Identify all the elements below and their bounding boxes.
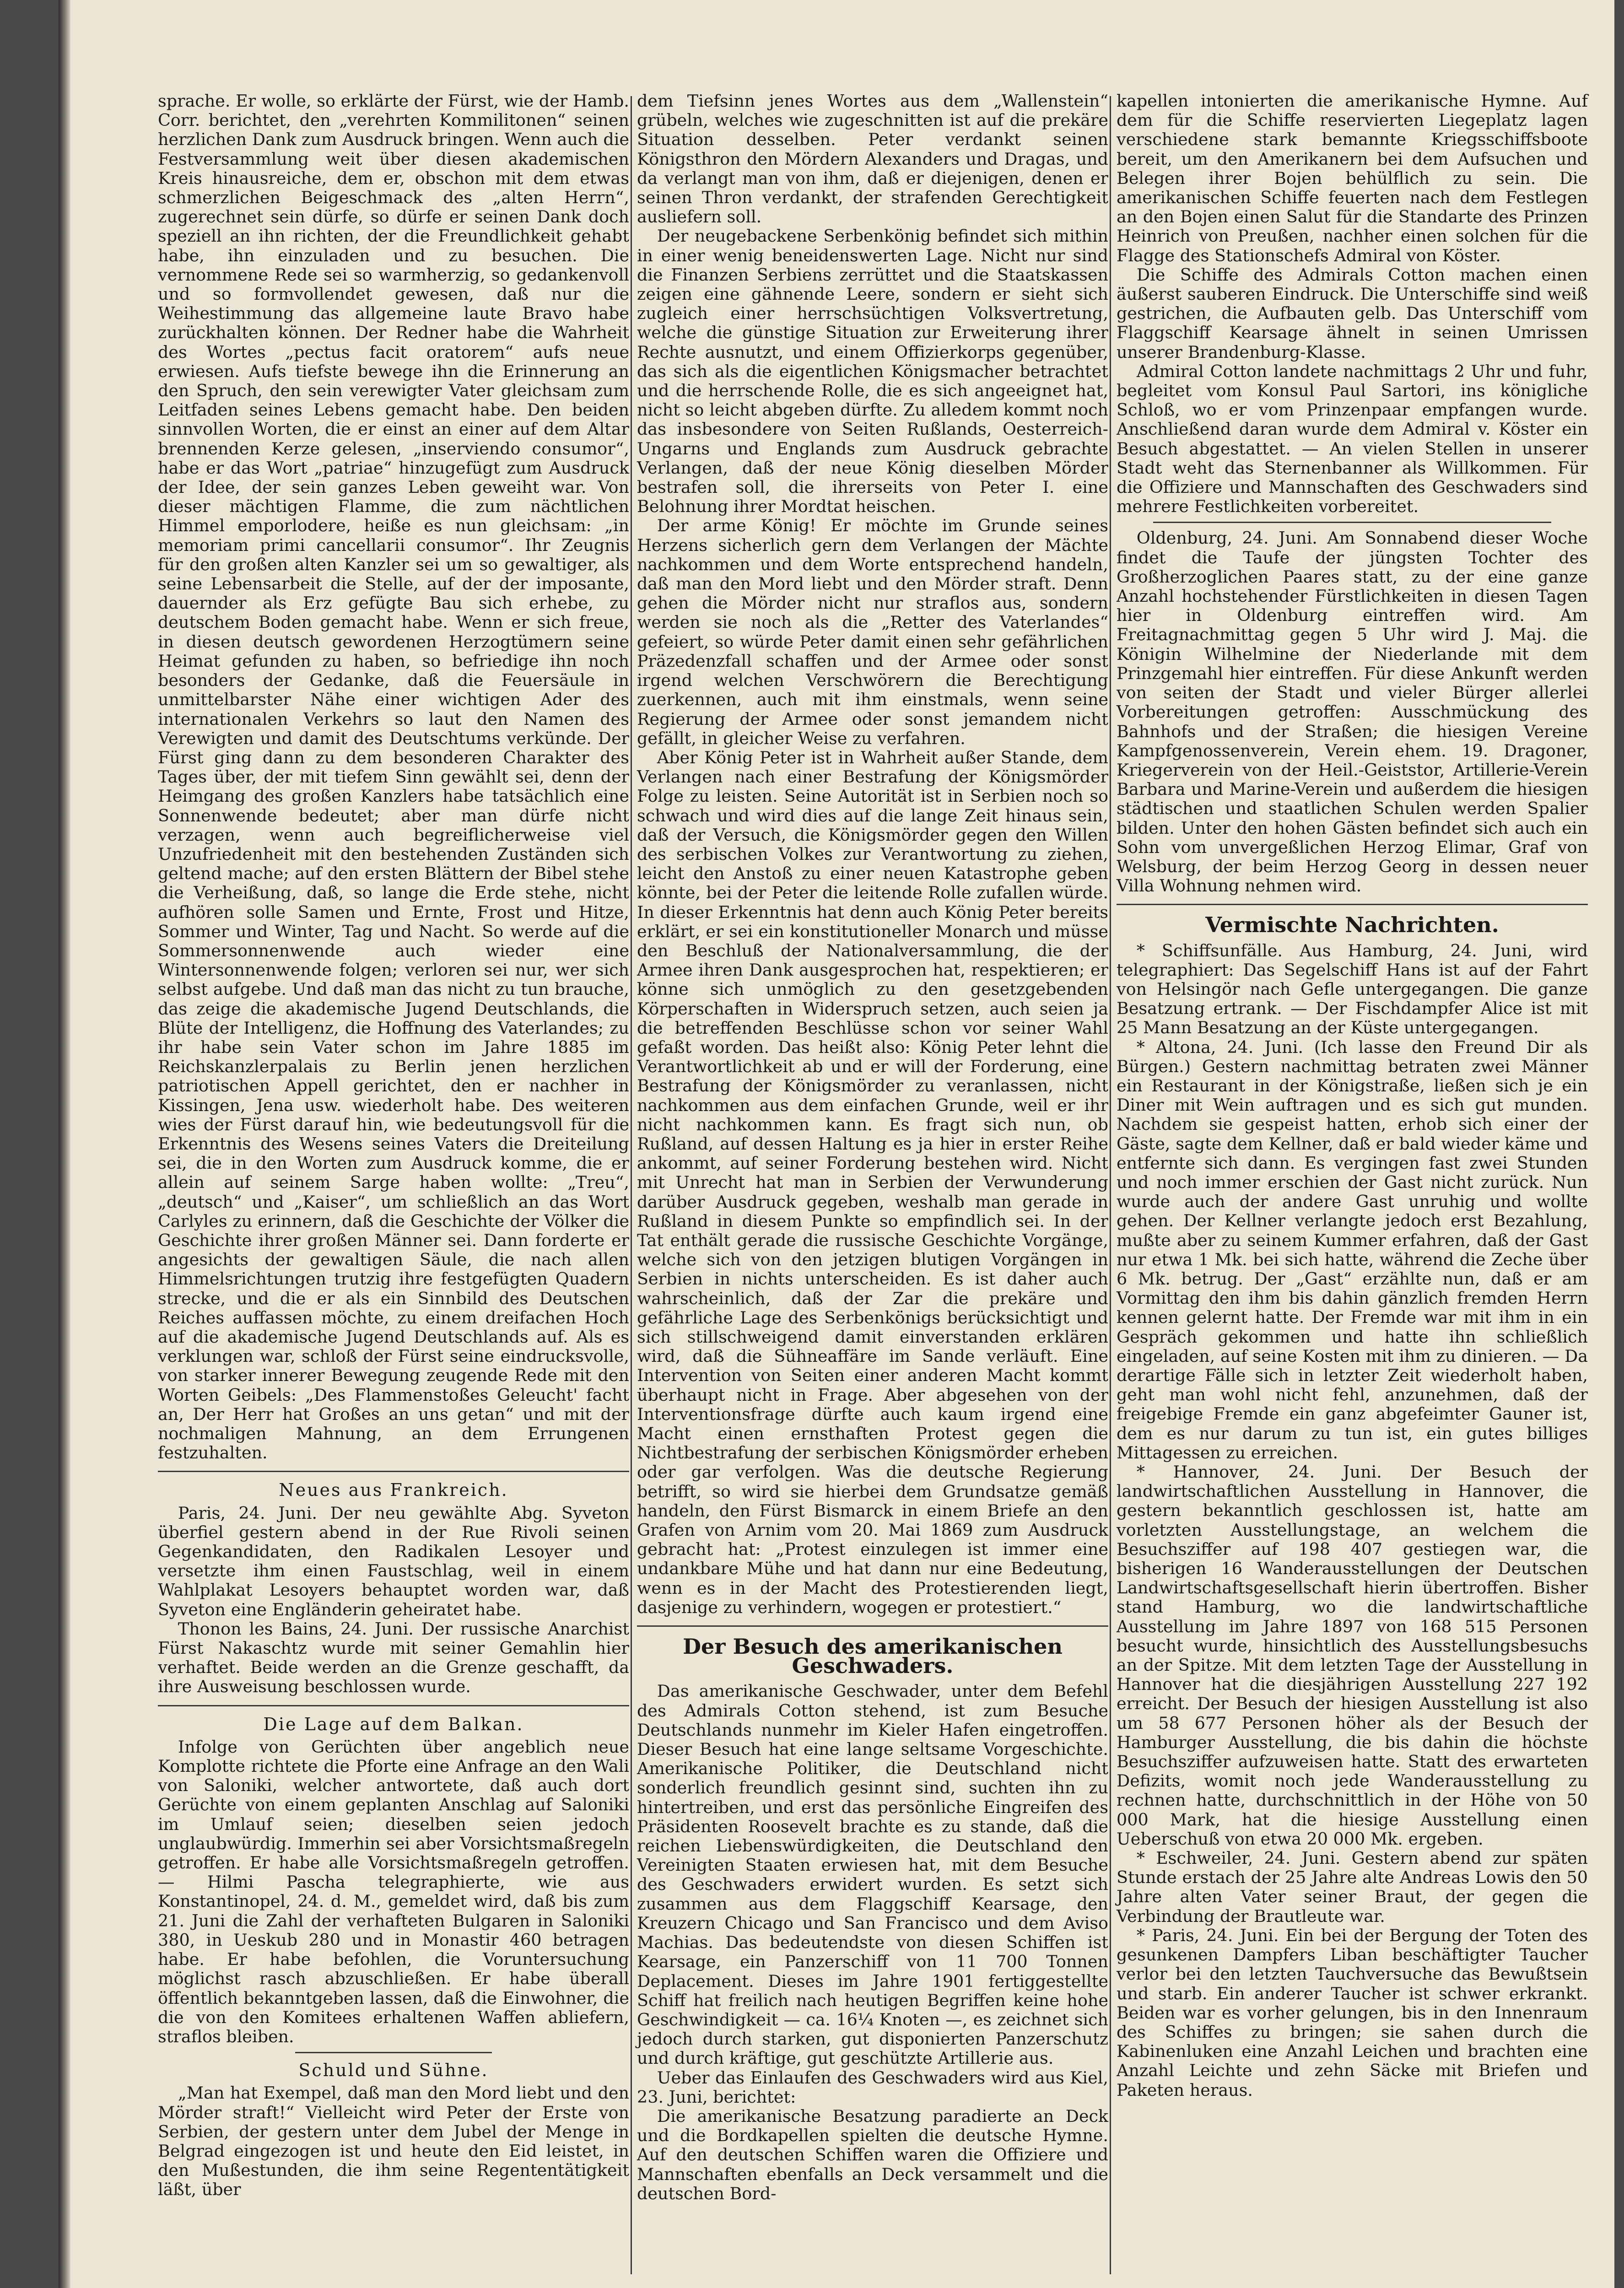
article-text: Das amerikanische Geschwader, unter dem Befehl des Admirals Cotton stehend, ist zum Besuche Deutschlands nunmehr im Kieler Hafen eingetroffen. Dieser Besuch hat eine lange seltsame Vorgeschichte. Amerikanische Politiker, die Deutschland nicht sonderlich freundlich gesinnt sind, suchten ihn zu hintertreiben, und erst das persönliche Eingreifen des Präsidenten Roosevelt brachte es zu stande, daß die reichen Liebenswürdigkeiten, die Deutschland den Vereinigten Staaten erwiesen hat, mit dem Besuche des Geschwaders erwidert wurden. Es setzt sich zusammen aus dem Flaggschiff Kearsage, den Kreuzern Chicago und San Francisco und dem Aviso Machias. Das bedeutendste von diesen Schiffen ist Kearsage, ein Panzerschiff von 11 700 Tonnen Deplacement. Dieses im Jahre 1901 fertiggestellte Schiff hat freilich nach heutigen Begriffen keine hohe Geschwindigkeit — ca. 16¼ Knoten —, es zeichnet sich jedoch durch starken, gut disponierten Panzerschutz und durch kräftige, gut geschützte Artillerie aus. [637,1681,1108,2068]
column-3 [1117,92,1588,2100]
news-item: Paris, 24. Juni. Der neu gewählte Abg. Syveton überfiel gestern abend in der Rue Rivoli seinen Gegenkandidaten, den Radikalen Lesoyer und versetzte ihm einen Faustschlag, weil in einem Wahlplakat Lesoyers behauptet worden war, daß Syveton eine Engländerin geheiratet habe. [158,1503,629,1619]
section-heading: Die Lage auf dem Balkan. [263,1714,524,1734]
news-item: * Eschweiler, 24. Juni. Gestern abend zur späten Stunde erstach der 25 Jahre alte Andreas Lowis den 50 Jahre alten Vater seiner Braut, der gegen die Verbindung der Brautleute war. [1117,1848,1588,1926]
article-headline: Der Besuch des amerikanischen Geschwaders. [683,1634,1063,1678]
article-text: Die Schiffe des Admirals Cotton machen einen äußerst sauberen Eindruck. Die Unterschiffe sind weiß gestrichen, die Aufbauten gelb. Das Unterschiff vom Flaggschiff Kearsage ähnelt in seinen Umrissen unserer Brandenburg-Klasse. [1117,264,1588,362]
article-text: Admiral Cotton landete nachmittags 2 Uhr und fuhr, begleitet vom Konsul Paul Sartori, ins königliche Schloß, wo er vom Prinzenpaar empfangen wurde. Anschließend daran wurde dem Admiral v. Köster ein Besuch abgestattet. — An vielen Stellen in unserer Stadt weht das Sternenbanner als Willkommen. Für die Offiziere und Mannschaften des Geschwaders sind mehrere Festlichkeiten vorbereitet. [1117,361,1588,517]
section-divider [158,1705,629,1706]
article-text: Ueber das Einlaufen des Geschwaders wird aus Kiel, 23. Juni, berichtet: [637,2067,1108,2107]
article-text: Der arme König! Er möchte im Grunde seines Herzens sicherlich gern dem Verlangen der Mächte nachkommen und dem Worte entsprechend handeln, daß man den Mord liebt und den Mörder straft. Denn gehen die Mörder nicht nur straflos aus, sondern werden sie noch als die „Retter des Vaterlandes“ gefeiert, so würde Peter damit einen sehr gefährlichen Präzedenzfall schaffen und der Armee oder sonst irgend welchen Verschwörern die Berechtigung zuerkennen, auch mit ihm einstmals, wenn seine Regierung der Armee oder sonst jemandem nicht gefällt, in gleicher Weise zu verfahren. [637,516,1108,748]
column-rule [1110,96,1111,2274]
news-item: Thonon les Bains, 24. Juni. Der russische Anarchist Fürst Nakaschtz wurde mit seiner Gemahlin hier verhaftet. Beide werden an die Grenze geschafft, da ihre Ausweisung beschlossen wurde. [158,1619,629,1697]
section-heading: Vermischte Nachrichten. [1205,912,1499,938]
article-text: Die amerikanische Besatzung paradierte an Deck und die Bordkapellen spielten die deutsche Hymne. Auf den deutschen Schiffen waren die Offiziere und Mannschaften ebenfalls an Deck versammelt und die deutschen Bord- [637,2106,1108,2203]
column-rule [631,96,632,2274]
news-item: * Schiffsunfälle. Aus Hamburg, 24. Juni, wird telegraphiert: Das Segelschiff Hans ist auf der Fahrt von Helsingör nach Gefle untergegangen. Die ganze Besatzung ertrank. — Der Fischdampfer Alice ist mit 25 Mann Besatzung an der Küste untergegangen. [1117,940,1588,1038]
article-text: sprache. Er wolle, so erklärte der Fürst, wie der Hamb. Corr. berichtet, den „verehrten Kommilitonen“ seinen herzlichen Dank zum Ausdruck bringen. Wenn auch die Festversammlung weit über diesen akademischen Kreis hinausreiche, dem er, obschon mit dem etwas schmerzlichen Beigeschmack des „alten Herrn“, zugerechnet sein dürfe, so dürfe er seinen Dank doch speziell an ihn richten, der die Freundlichkeit gehabt habe, ihn einzuladen und zu besuchen. Die vernommene Rede sei so warmherzig, so gedankenvoll und so formvollendet gewesen, daß nur die Weihestimmung das allgemeine laute Bravo habe zurückhalten können. Der Redner habe die Wahrheit des Wortes „pectus facit oratorem“ aufs neue erwiesen. Aufs tiefste bewege ihn die Erinnerung an den Spruch, den sein verewigter Vater gleichsam zum Leitfaden seines Lebens gemacht habe. Den beiden sinnvollen Worten, die er einst an einer auf dem Altar brennenden Kerze gelesen, „inserviendo consumor“, habe er das Wort „patriae“ hinzugefügt zum Ausdruck der Idee, der sein ganzes Leben geweiht war. Von dieser mächtigen Flamme, die zum nächtlichen Himmel emporlodere, heiße es nun gleichsam: „in memoriam primi cancellarii consumor“. Ihr Zeugnis für den großen alten Kanzler sei um so gewaltiger, als seine Lebensarbeit die Stelle, auf der der imposante, dauernder als Erz gefügte Bau sich erhebe, zu deutschem Boden gemacht habe. Wenn er sich freue, in diesen deutsch gewordenen Herzogtümern seine Heimat gefunden zu haben, so befriedige ihn noch besonders der Gedanke, daß die Feuersäule in unmittelbarster Nähe einer wichtigen Ader des internationalen Verkehrs so laut den Namen des Verewigten und damit des Deutschtums verkünde. Der Fürst ging dann zu dem besonderen Charakter des Tages über, der mit tiefem Sinn gewählt sei, denn der Heimgang des großen Kanzlers habe tatsächlich eine Sonnenwende bedeutet; aber man dürfe nicht verzagen, wenn auch begreiflicherweise viel Unzufriedenheit mit den bestehenden Zuständen sich geltend mache; auf den ersten Blättern der Bibel stehe die Verheißung, daß, so lange die Erde stehe, nicht aufhören solle Samen und Ernte, Frost und Hitze, Sommer und Winter, Tag und Nacht. So werde auf die Sommersonnenwende auch wieder eine Wintersonnenwende folgen; verloren sei nur, wer sich selbst aufgebe. Und daß man das nicht zu tun brauche, das zeige die akademische Jugend Deutschlands, die Blüte der Intelligenz, die Hoffnung des Vaterlandes; zu ihr habe sein Vater schon im Jahre 1885 im Reichskanzlerpalais zu Berlin jenen herzlichen patriotischen Appell gerichtet, den er nachher in Kissingen, Jena usw. wiederholt habe. Des weiteren wies der Fürst darauf hin, wie bedeutungsvoll für die Erkenntnis des Wesens seines Vaters die Dreiteilung sei, die in den Worten zum Ausdruck komme, die er allein auf seinem Sarge haben wollte: „Treu“, „deutsch“ und „Kaiser“, um schließlich an das Wort Carlyles zu erinnern, daß die Geschichte der Völker die Geschichte ihrer großen Männer sei. Dann forderte er angesichts der gewaltigen Säule, die nach allen Himmelsrichtungen trutzig ihre festgefügten Quadern strecke, und die er als ein Sinnbild des Deutschen Reiches auffassen möchte, zu einem dreifachen Hoch auf die akademische Jugend Deutschlands auf. Als es verklungen war, schloß der Fürst seine eindrucksvolle, von starker innerer Bewegung zeugende Rede mit den Worten Geibels: „Des Flammenstoßes Geleucht' facht an, Der Herr hat Großes an uns getan“ und mit der nochmaligen Mahnung, an dem Errungenen festzuhalten. [158,91,629,1463]
news-item: Oldenburg, 24. Juni. Am Sonnabend dieser Woche findet die Taufe der jüngsten Tochter des Großherzoglichen Paares statt, zu der eine ganze Anzahl hochstehender Fürstlichkeiten in diesen Tagen hier in Oldenburg eintreffen wird. Am Freitagnachmittag gegen 5 Uhr wird J. Maj. die Königin Wilhelmine der Niederlande mit dem Prinzgemahl hier eintreffen. Für diese Ankunft werden von seiten der Stadt und vieler Bürger allerlei Vorbereitungen getroffen: Ausschmückung des Bahnhofs und der Straßen; die hiesigen Vereine Kampfgenossenverein, Verein ehem. 19. Dragoner, Kriegerverein von der Heil.-Geiststor, Artillerie-Verein Barbara und Marine-Verein und außerdem die hiesigen städtischen und staatlichen Schulen werden Spalier bilden. Unter den hohen Gästen befindet sich auch ein Sohn vom unvergeßlichen Herzog Elimar, Graf von Welsburg, der beim Herzog Georg in dessen neuer Villa Wohnung nehmen wird. [1117,528,1588,896]
article-text: Infolge von Gerüchten über angeblich neue Komplotte richtete die Pforte eine Anfrage an den Wali von Saloniki, welcher antwortete, daß auch dort Gerüchte von einem geplanten Anschlag auf Saloniki im Umlauf seien; dieselben seien jedoch unglaubwürdig. Immerhin sei aber Vorsichtsmaßregeln getroffen. Er habe alle Vorsichtsmaßregeln getroffen. — Hilmi Pascha telegraphierte, wie aus Konstantinopel, 24. d. M., gemeldet wird, daß bis zum 21. Juni die Zahl der verhafteten Bulgaren in Saloniki 380, in Ueskub 280 und in Monastir 460 betragen habe. Er habe befohlen, die Voruntersuchung möglichst rasch abzuschließen. Er habe überall öffentlich bekanntgeben lassen, daß die Einwohner, die die von den Komitees erhaltenen Waffen abliefern, straflos bleiben. [158,1737,629,2046]
column-2 [637,92,1108,2203]
section-divider [1117,904,1588,905]
article-text: kapellen intonierten die amerikanische Hymne. Auf dem für die Schiffe reservierten Liegeplatz lagen verschiedene stark bemannte Kriegsschiffsboote bereit, um den Amerikanern bei dem Aufsuchen und Belegen ihrer Bojen behülflich zu sein. Die amerikanischen Schiffe feuerten nach dem Festlegen an den Bojen einen Salut für die Standarte des Prinzen Heinrich von Preußen, nachher einen solchen für die Flagge des Stationschefs Admiral von Köster. [1117,91,1588,265]
article-text: dem Tiefsinn jenes Wortes aus dem „Wallenstein“ grübeln, welches wie zugeschnitten ist auf die prekäre Situation desselben. Peter verdankt seinen Königsthron den Mördern Alexanders und Dragas, und da verlangt man von ihm, daß er diejenigen, denen er seinen Thron verdankt, der strafenden Gerechtigkeit ausliefern soll. [637,91,1108,227]
column-1 [158,92,629,2200]
section-divider [1153,522,1551,523]
news-item: * Altona, 24. Juni. (Ich lasse den Freund Dir als Bürgen.) Gestern nachmittag betraten zwei Männer ein Restaurant in der Königstraße, ließen sich je ein Diner mit Wein auftragen und es sich gut munden. Nachdem sie gespeist hatten, erhob sich einer der Gäste, sagte dem Kellner, daß er bald wieder käme und entfernte sich dann. Es vergingen fast zwei Stunden und noch immer erschien der Gast nicht zurück. Nun wurde auch der andere Gast unruhig und wollte gehen. Der Kellner verlangte jedoch erst Bezahlung, mußte aber zu seinem Kummer erfahren, daß der Gast nur etwa 1 Mk. bei sich hatte, während die Zeche über 6 Mk. betrug. Der „Gast“ erzählte nun, daß er am Vormittag den ihm bis dahin gänzlich fremden Herrn kennen gelernt hatte. Der Fremde war mit ihm in ein Gespräch gekommen und hatte ihn schließlich eingeladen, auf seine Kosten mit ihm zu dinieren. — Da derartige Fälle sich in letzter Zeit wiederholt haben, geht man wohl nicht fehl, anzunehmen, daß der freigebige Fremde ein ganz abgefeimter Gauner ist, dem es nur darum zu tun ist, ein gutes billiges Mittagessen zu erreichen. [1117,1037,1588,1462]
article-text: „Man hat Exempel, daß man den Mord liebt und den Mörder straft!“ Vielleicht wird Peter der Erste von Serbien, der gestern unter dem Jubel der Menge in Belgrad eingezogen ist und heute den Eid leistet, in den Mußestunden, die ihm seine Regententätigkeit läßt, über [158,2083,629,2200]
section-divider [295,2052,492,2053]
section-divider [637,1625,1108,1627]
section-divider [158,1471,629,1472]
article-text: Der neugebackene Serbenkönig befindet sich mithin in einer wenig beneidenswerten Lage. Nicht nur sind die Finanzen Serbiens zerrüttet und die Staatskassen zeigen eine gähnende Leere, sondern er sieht sich zugleich einer herrschsüchtigen Volksvertretung, welche die günstige Situation zur Erweiterung ihrer Rechte ausnutzt, und einem Offizierkorps gegenüber, das sich als die eigentlichen Königsmacher betrachtet und die herrschende Rolle, die es sich angeeignet hat, nicht so leicht abgeben dürfte. Zu alledem kommt noch das insbesondere von Seiten Rußlands, Oesterreich-Ungarns und Englands zum Ausdruck gebrachte Verlangen, daß der neue König dieselben Mörder bestrafen soll, die ihrerseits von Peter I. eine Belohnung ihrer Mordtat heischen. [637,226,1108,517]
section-heading: Neues aus Frankreich. [279,1480,508,1500]
article-text: Aber König Peter ist in Wahrheit außer Stande, dem Verlangen nach einer Bestrafung der Königsmörder Folge zu leisten. Seine Autorität ist in Serbien noch so schwach und wird dies auf die lange Zeit hinaus sein, daß der Versuch, die Königsmörder gegen den Willen des serbischen Volkes zur Verantwortung zu ziehen, leicht den Anstoß zu einer neuen Katastrophe geben könnte, bei der Peter die leitende Rolle zufallen würde. In dieser Erkenntnis hat denn auch König Peter bereits erklärt, er sei ein konstitutioneller Monarch und müsse den Beschluß der Nationalversammlung, die der Armee ihren Dank ausgesprochen hat, respektieren; er könne sich unmöglich zu den gesetzgebenden Körperschaften in Widerspruch setzen, auch seien ja die betreffenden Beschlüsse schon vor seiner Wahl gefaßt worden. Das heißt also: König Peter lehnt die Verantwortlichkeit ab und er will der Forderung, eine Bestrafung der Königsmörder zu veranlassen, nicht nachkommen aus dem einfachen Grunde, weil er ihr nicht nachkommen kann. Es fragt sich nun, ob Rußland, auf dessen Haltung es ja hier in erster Reihe ankommt, auf seiner Forderung bestehen wird. Nicht mit Unrecht hat man in Serbien der Verwunderung darüber Ausdruck gegeben, weshalb man gerade in Rußland in diesem Punkte so empfindlich sei. In der Tat enthält gerade die russische Geschichte Vorgänge, welche sich von den jetzigen blutigen Vorgängen in Serbien in nichts unterscheiden. Es ist daher auch wahrscheinlich, daß der Zar die prekäre und gefährliche Lage des Serbenkönigs berücksichtigt und sich stillschweigend damit einverstanden erklären wird, daß die Sühneaffäre im Sande verläuft. Eine Intervention von Seiten einer anderen Macht kommt überhaupt nicht in Frage. Aber abgesehen von der Interventionsfrage dürfte auch kaum irgend eine Macht einen ernsthaften Protest gegen die Nichtbestrafung der serbischen Königsmörder erheben oder gar verfolgen. Was die deutsche Regierung betrifft, so wird sie hierbei dem Grundsatze gemäß handeln, den Fürst Bismarck in einem Briefe an den Grafen von Arnim vom 20. Mai 1869 zum Ausdruck gebracht hat: „Protest einzulegen ist immer eine undankbare Mühe und hat dann nur eine Bedeutung, wenn es in der Macht des Protestierenden liegt, dasjenige zu verhindern, wogegen er protestiert.“ [637,747,1108,1617]
news-item: * Hannover, 24. Juni. Der Besuch der landwirtschaftlichen Ausstellung in Hannover, die gestern bekanntlich geschlossen ist, hatte am vorletzten Ausstellungstage, an welchem die Besuchsziffer auf 198 407 gestiegen war, die bisherigen 16 Wanderausstellungen der Deutschen Landwirtschaftsgesellschaft hierin übertroffen. Bisher stand Hamburg, wo die landwirtschaftliche Ausstellung im Jahre 1897 von 168 515 Personen besucht wurde, hinsichtlich des Ausstellungsbesuchs an der Spitze. Mit dem letzten Tage der Ausstellung in Hannover hat die diesjährigen Ausstellung 227 192 erreicht. Der Besuch der hiesigen Ausstellung ist also um 58 677 Personen höher als der Besuch der Hamburger Ausstellung, die bis dahin die höchste Besuchsziffer aufzuweisen hatte. Statt des erwarteten Defizits, womit noch jede Wanderausstellung zu rechnen hatte, durchschnittlich in der Höhe von 50 000 Mark, hat die hiesige Ausstellung einen Ueberschuß von etwa 20 000 Mk. ergeben. [1117,1462,1588,1849]
news-item: * Paris, 24. Juni. Ein bei der Bergung der Toten des gesunkenen Dampfers Liban beschäftigter Taucher verlor bei den letzten Tauchversuche das Bewußtsein und starb. Ein anderer Taucher ist schwer erkrankt. Beiden war es vorher gelungen, bis in den Innenraum des Schiffes zu bringen; sie sahen durch die Kabinenluken eine Anzahl Leichen und brachten eine Anzahl Leichte und zehn Säcke mit Briefen und Paketen heraus. [1117,1925,1588,2100]
section-heading: Schuld und Sühne. [298,2060,489,2081]
page-binding-edge [59,0,70,2288]
